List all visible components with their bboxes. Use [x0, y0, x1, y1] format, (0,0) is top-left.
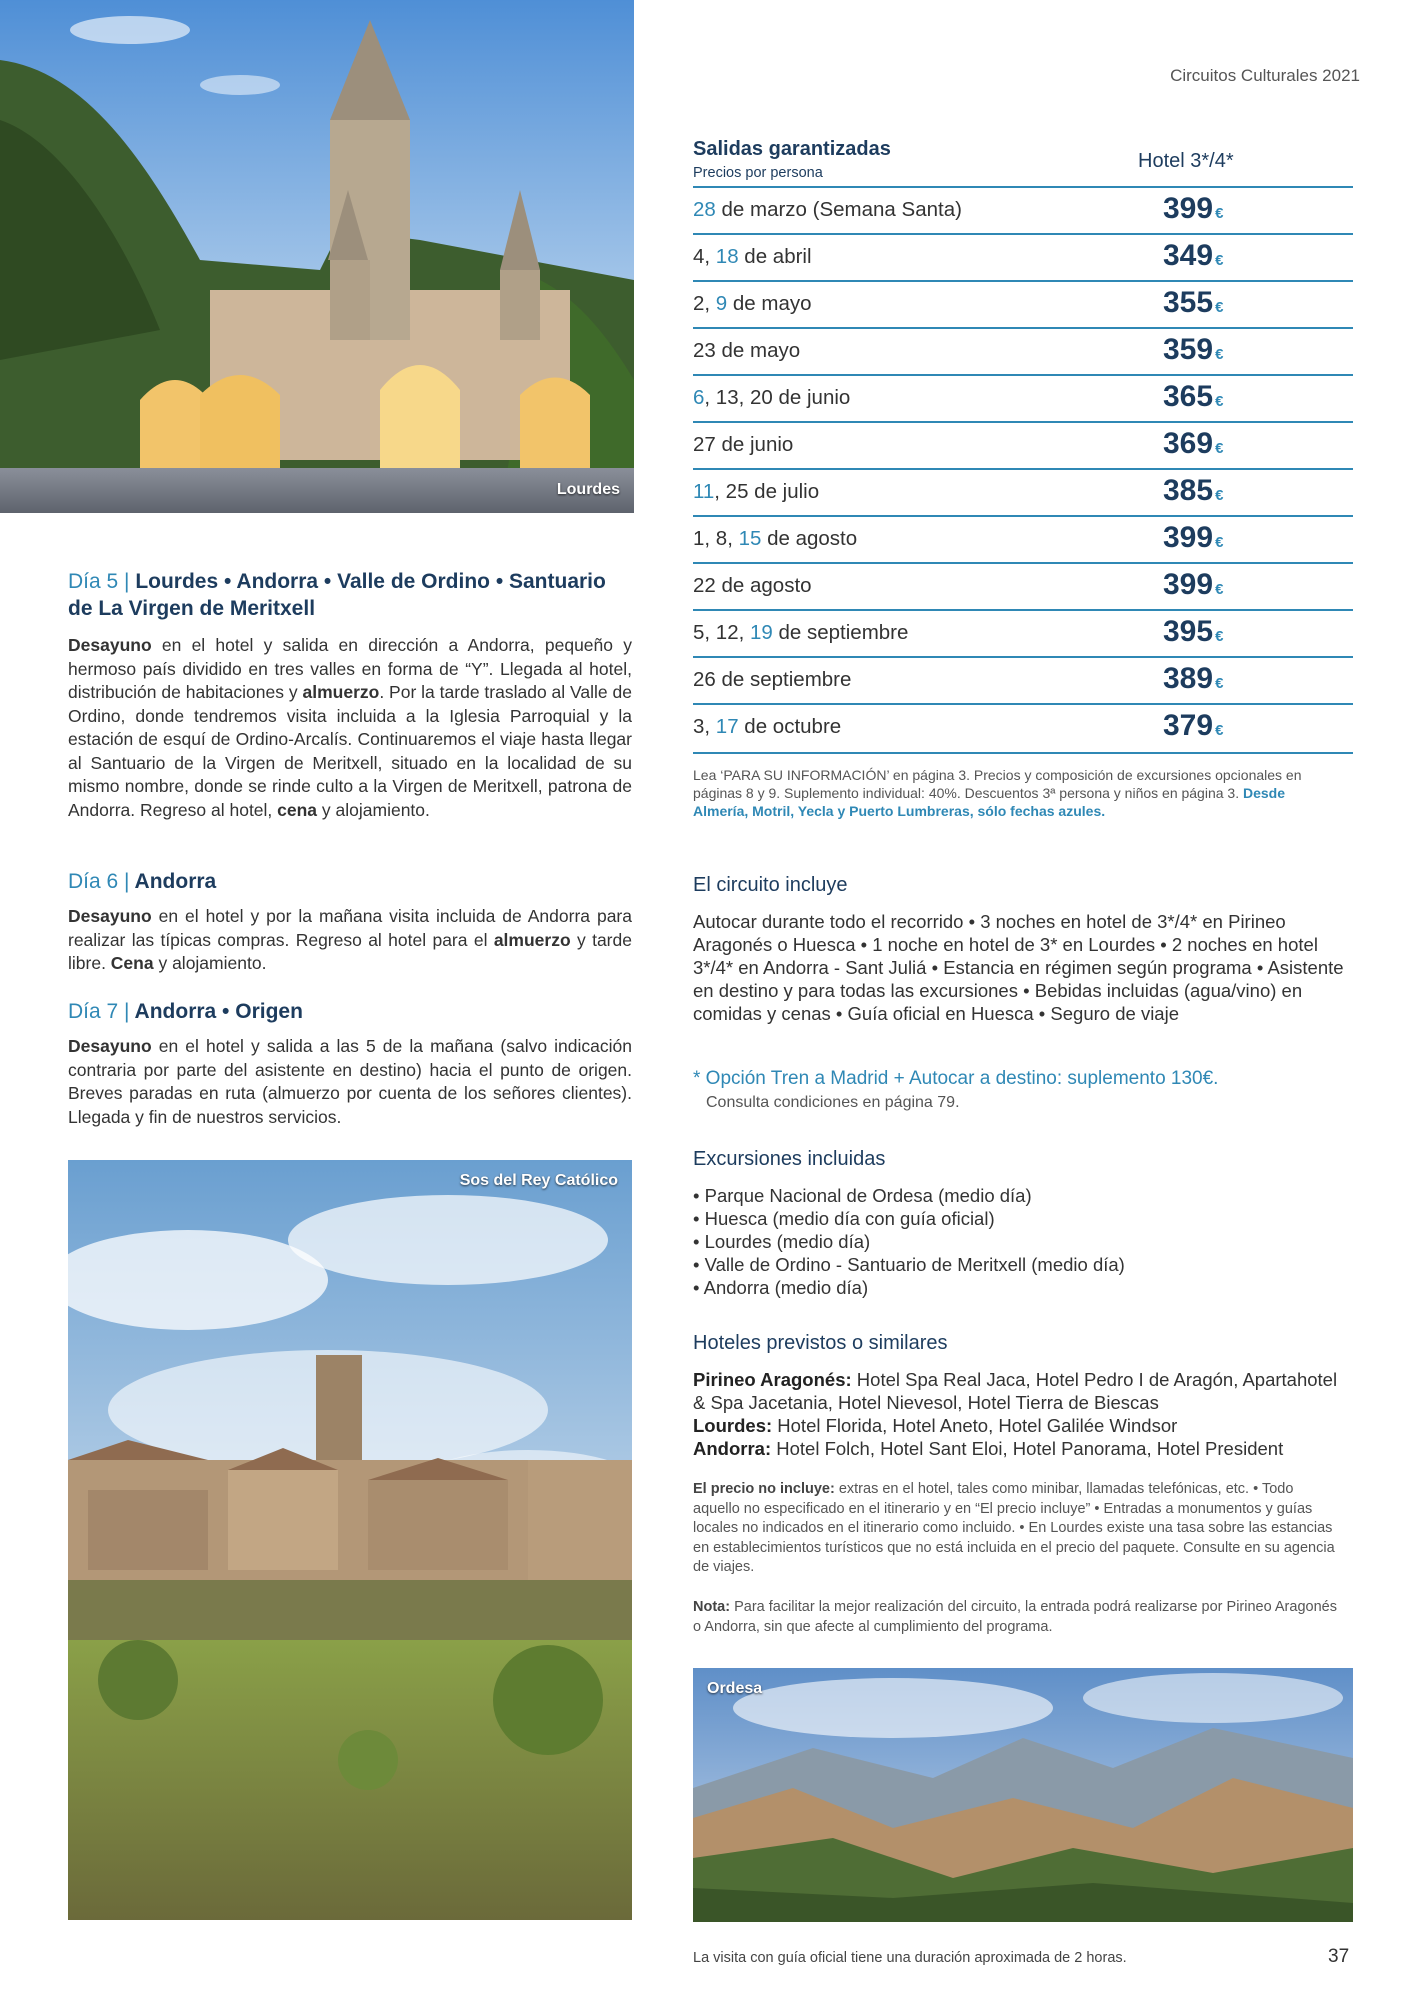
- hotel-region: Lourdes:: [693, 1415, 773, 1436]
- price-row-date: [693, 433, 793, 457]
- price-amount: 359: [1163, 333, 1214, 366]
- day-6-number: Día 6 |: [68, 870, 130, 893]
- day-5-section: [68, 568, 632, 822]
- not-included-text: extras en el hotel, tales como minibar, llamadas telefónicas, etc. • Todo aquello no especificado en el itinerario y en “El precio incluye” • Entradas a monumentos y guías locales no indicados en el itinerario como incluido. • En Lourdes existe una tasa sobre las estancias en establecimientos turísticos que no está incluida en el precio del paquete. Consulte en su agencia de viajes.: [693, 1481, 1335, 1575]
- footer-note: La visita con guía oficial tiene una duración aproximada de 2 horas.: [693, 1950, 1127, 1966]
- hotel-names: Hotel Florida, Hotel Aneto, Hotel Galilée Windsor: [772, 1415, 1178, 1436]
- price-amount: 379: [1163, 709, 1214, 742]
- price-row: [693, 186, 1353, 235]
- nota: [693, 1598, 1343, 1637]
- price-row: [693, 233, 1353, 282]
- hotel-entry: [693, 1368, 1353, 1414]
- hotel-names: Hotel Folch, Hotel Sant Eloi, Hotel Panorama, Hotel President: [771, 1438, 1284, 1459]
- prices-column-header: Hotel 3*/4*: [1138, 150, 1234, 172]
- price-amount: 349: [1163, 239, 1214, 272]
- prices-title: Salidas garantizadas: [693, 138, 891, 160]
- price-amount: 389: [1163, 662, 1214, 695]
- day-6-text: [68, 905, 632, 976]
- date-text: 26 de septiembre: [693, 668, 852, 691]
- date-text: 5, 12,: [693, 621, 750, 644]
- price-row-date: [693, 339, 800, 363]
- price-amount: 369: [1163, 427, 1214, 460]
- day-7-text: [68, 1035, 632, 1129]
- price-row: [693, 515, 1353, 564]
- day-6-section: [68, 868, 632, 976]
- price-amount: 399: [1163, 521, 1214, 554]
- date-text-rest: de agosto: [761, 527, 858, 550]
- prices-note: [693, 766, 1313, 820]
- excursion-item: • Lourdes (medio día): [693, 1230, 1353, 1253]
- price-row: [693, 468, 1353, 517]
- euro-symbol: €: [1215, 299, 1224, 316]
- price-amount: 365: [1163, 380, 1214, 413]
- price-amount: 395: [1163, 615, 1214, 648]
- price-value: [1163, 521, 1223, 555]
- day-7-number: Día 7 |: [68, 1000, 130, 1023]
- price-row-date: [693, 292, 812, 316]
- euro-symbol: €: [1215, 252, 1224, 269]
- day-6-text-2: y tarde libre.: [68, 929, 632, 973]
- date-text-rest: de marzo (Semana Santa): [715, 198, 962, 221]
- train-option: * Opción Tren a Madrid + Autocar a destino: suplemento 130€.: [693, 1068, 1219, 1089]
- excursion-item: • Huesca (medio día con guía oficial): [693, 1207, 1353, 1230]
- euro-symbol: €: [1215, 346, 1224, 363]
- price-value: [1163, 709, 1223, 743]
- date-highlight: 28: [693, 198, 716, 221]
- date-highlight: 11: [693, 480, 715, 503]
- day-6-bold-3: Cena: [110, 953, 154, 973]
- hotels-title: Hoteles previstos o similares: [693, 1332, 948, 1354]
- prices-note-text: Lea ‘PARA SU INFORMACIÓN’ en página 3. Precios y composición de excursiones opcionales en páginas 8 y 9. Suplemento individual: 40%. Descuentos 3ª persona y niños en página 3.: [693, 767, 1302, 801]
- price-row-date: [693, 668, 851, 692]
- euro-symbol: €: [1215, 440, 1224, 457]
- hotel-region: Pirineo Aragonés:: [693, 1369, 852, 1390]
- prices-note-highlight: Desde Almería, Motril, Yecla y Puerto Lumbreras, sólo fechas azules.: [693, 785, 1286, 819]
- price-value: [1163, 380, 1223, 414]
- hotels-list: [693, 1368, 1353, 1460]
- day-5-text: [68, 634, 632, 822]
- sos-caption: Sos del Rey Católico: [459, 1172, 618, 1189]
- price-value: [1163, 662, 1223, 696]
- day-5-heading: Lourdes • Andorra • Valle de Ordino • Santuario de La Virgen de Meritxell: [68, 570, 606, 620]
- day-7-heading: Andorra • Origen: [134, 1000, 303, 1023]
- day-7-bold-1: Desayuno: [68, 1036, 152, 1056]
- price-value: [1163, 192, 1223, 226]
- train-option-conditions: Consulta condiciones en página 79.: [706, 1094, 960, 1111]
- excursions-title: Excursiones incluidas: [693, 1148, 886, 1170]
- day-7-section: [68, 998, 632, 1129]
- day-6-text-1: en el hotel y por la mañana visita incluida de Andorra para realizar las típicas compras. Regreso al hotel para el: [68, 906, 632, 950]
- not-included-label: El precio no incluye:: [693, 1481, 835, 1497]
- date-text: 22 de agosto: [693, 574, 812, 597]
- price-amount: 399: [1163, 568, 1214, 601]
- euro-symbol: €: [1215, 628, 1224, 645]
- includes-title: El circuito incluye: [693, 874, 848, 896]
- date-text-rest: , 25 de julio: [714, 480, 820, 503]
- date-text: 23 de mayo: [693, 339, 801, 362]
- nota-text: Para facilitar la mejor realización del circuito, la entrada podrá realizarse por Pirineo Aragonés o Andorra, sin que afecte al cumplimiento del programa.: [693, 1599, 1337, 1635]
- euro-symbol: €: [1215, 722, 1224, 739]
- euro-symbol: €: [1215, 675, 1224, 692]
- page-header-title: Circuitos Culturales 2021: [1170, 66, 1360, 85]
- price-row: [693, 609, 1353, 658]
- euro-symbol: €: [1215, 534, 1224, 551]
- day-6-text-3: y alojamiento.: [153, 953, 267, 973]
- price-amount: 355: [1163, 286, 1214, 319]
- day-7-text-1: en el hotel y salida a las 5 de la mañana (salvo indicación contraria por parte del asistente en destino) hacia el punto de origen. Breves paradas en ruta (almuerzo por cuenta de los señores clientes). Llegada y fin de nuestros servicios.: [68, 1036, 632, 1127]
- lourdes-caption: Lourdes: [556, 481, 620, 498]
- excursion-item: • Valle de Ordino - Santuario de Meritxell (medio día): [693, 1253, 1353, 1276]
- date-text: 27 de junio: [693, 433, 794, 456]
- day-6-title: [68, 868, 632, 895]
- price-row-date: [693, 198, 962, 222]
- day-5-number: Día 5 |: [68, 570, 130, 593]
- prices-subtitle: Precios por persona: [693, 165, 823, 181]
- day-7-title: [68, 998, 632, 1025]
- price-row: [693, 327, 1353, 376]
- price-row: [693, 280, 1353, 329]
- date-text: 2,: [693, 292, 716, 315]
- hotel-region: Andorra:: [693, 1438, 772, 1459]
- date-highlight: 18: [715, 245, 739, 268]
- date-text: 1, 8,: [693, 527, 739, 550]
- date-highlight: 17: [715, 715, 739, 738]
- page-number: 37: [1328, 1946, 1350, 1967]
- day-5-bold-1: Desayuno: [68, 635, 152, 655]
- excursion-item: • Andorra (medio día): [693, 1276, 1353, 1299]
- day-5-bold-2: almuerzo: [302, 682, 380, 702]
- price-value: [1163, 474, 1223, 508]
- price-value: [1163, 239, 1223, 273]
- date-highlight: 9: [715, 292, 728, 315]
- day-5-bold-3: cena: [277, 799, 318, 820]
- price-row-date: [693, 480, 819, 504]
- price-amount: 399: [1163, 192, 1214, 225]
- price-value: [1163, 286, 1223, 320]
- price-row: [693, 703, 1353, 754]
- price-value: [1163, 333, 1223, 367]
- day-5-title: [68, 568, 632, 622]
- price-row: [693, 656, 1353, 705]
- sos-photo: [68, 1160, 632, 1920]
- hotel-names: Hotel Spa Real Jaca, Hotel Pedro I de Aragón, Apartahotel & Spa Jacetania, Hotel Nievesol, Hotel Tierra de Biescas: [693, 1369, 1338, 1413]
- date-text-rest: de octubre: [738, 715, 842, 738]
- price-row-date: [693, 574, 812, 598]
- hotel-entry: [693, 1414, 1353, 1437]
- ordesa-caption: Ordesa: [707, 1680, 763, 1697]
- day-6-bold-1: Desayuno: [68, 906, 152, 926]
- day-6-heading: Andorra: [134, 870, 217, 893]
- price-value: [1163, 615, 1223, 649]
- includes-text: Autocar durante todo el recorrido • 3 noches en hotel de 3*/4* en Pirineo Aragonés o Huesca • 1 noche en hotel de 3* en Lourdes • 2 noches en hotel 3*/4* en Andorra - Sant Juliá • Estancia en régimen según programa • Asistente en destino y para todas las excursiones • Bebidas incluidas (agua/vino) en comidas y cenas • Guía oficial en Huesca • Seguro de viaje: [693, 911, 1344, 1024]
- price-row-date: [693, 715, 841, 739]
- price-row-date: [693, 527, 857, 551]
- day-5-text-1: en el hotel y salida en dirección a Andorra, pequeño y hermoso país dividido en tres valles en forma de “Y”. Llegada al hotel, distribución de habitaciones y: [68, 635, 632, 702]
- day-5-text-3: y alojamiento.: [317, 799, 430, 820]
- date-text: 3,: [693, 715, 716, 738]
- date-highlight: 6: [693, 386, 705, 409]
- ordesa-photo: [693, 1668, 1353, 1922]
- not-included: [693, 1480, 1343, 1578]
- price-row: [693, 374, 1353, 423]
- euro-symbol: €: [1215, 581, 1224, 598]
- date-text-rest: de mayo: [727, 292, 812, 315]
- euro-symbol: €: [1215, 487, 1224, 504]
- price-row-date: [693, 621, 908, 645]
- date-text-rest: de septiembre: [772, 621, 909, 644]
- price-row: [693, 421, 1353, 470]
- price-amount: 385: [1163, 474, 1214, 507]
- price-value: [1163, 427, 1223, 461]
- day-6-bold-2: almuerzo: [493, 929, 571, 950]
- nota-label: Nota:: [693, 1599, 731, 1615]
- date-highlight: 15: [738, 527, 762, 550]
- day-5-text-2: . Por la tarde traslado al Valle de Ordino, donde tendremos visita incluida a la Iglesia Parroquial y la estación de esquí de Ordino-Arcalís. Continuaremos el viaje hasta llegar al Santuario de la Virgen de Meritxell, situado en la localidad de su mismo nombre, donde se rinde culto a la Virgen de Meritxell, patrona de Andorra. Regreso al hotel,: [68, 682, 632, 820]
- price-row-date: [693, 245, 812, 269]
- price-value: [1163, 568, 1223, 602]
- lourdes-photo: [0, 0, 634, 513]
- date-highlight: 19: [750, 621, 773, 644]
- excursions-list: [693, 1184, 1353, 1299]
- date-text: 4,: [693, 245, 716, 268]
- price-row: [693, 562, 1353, 611]
- hotel-entry: [693, 1437, 1353, 1460]
- date-text-rest: de abril: [738, 245, 812, 268]
- price-row-date: [693, 386, 850, 410]
- euro-symbol: €: [1215, 205, 1224, 222]
- date-text-rest: , 13, 20 de junio: [704, 386, 851, 409]
- excursion-item: • Parque Nacional de Ordesa (medio día): [693, 1184, 1353, 1207]
- euro-symbol: €: [1215, 393, 1224, 410]
